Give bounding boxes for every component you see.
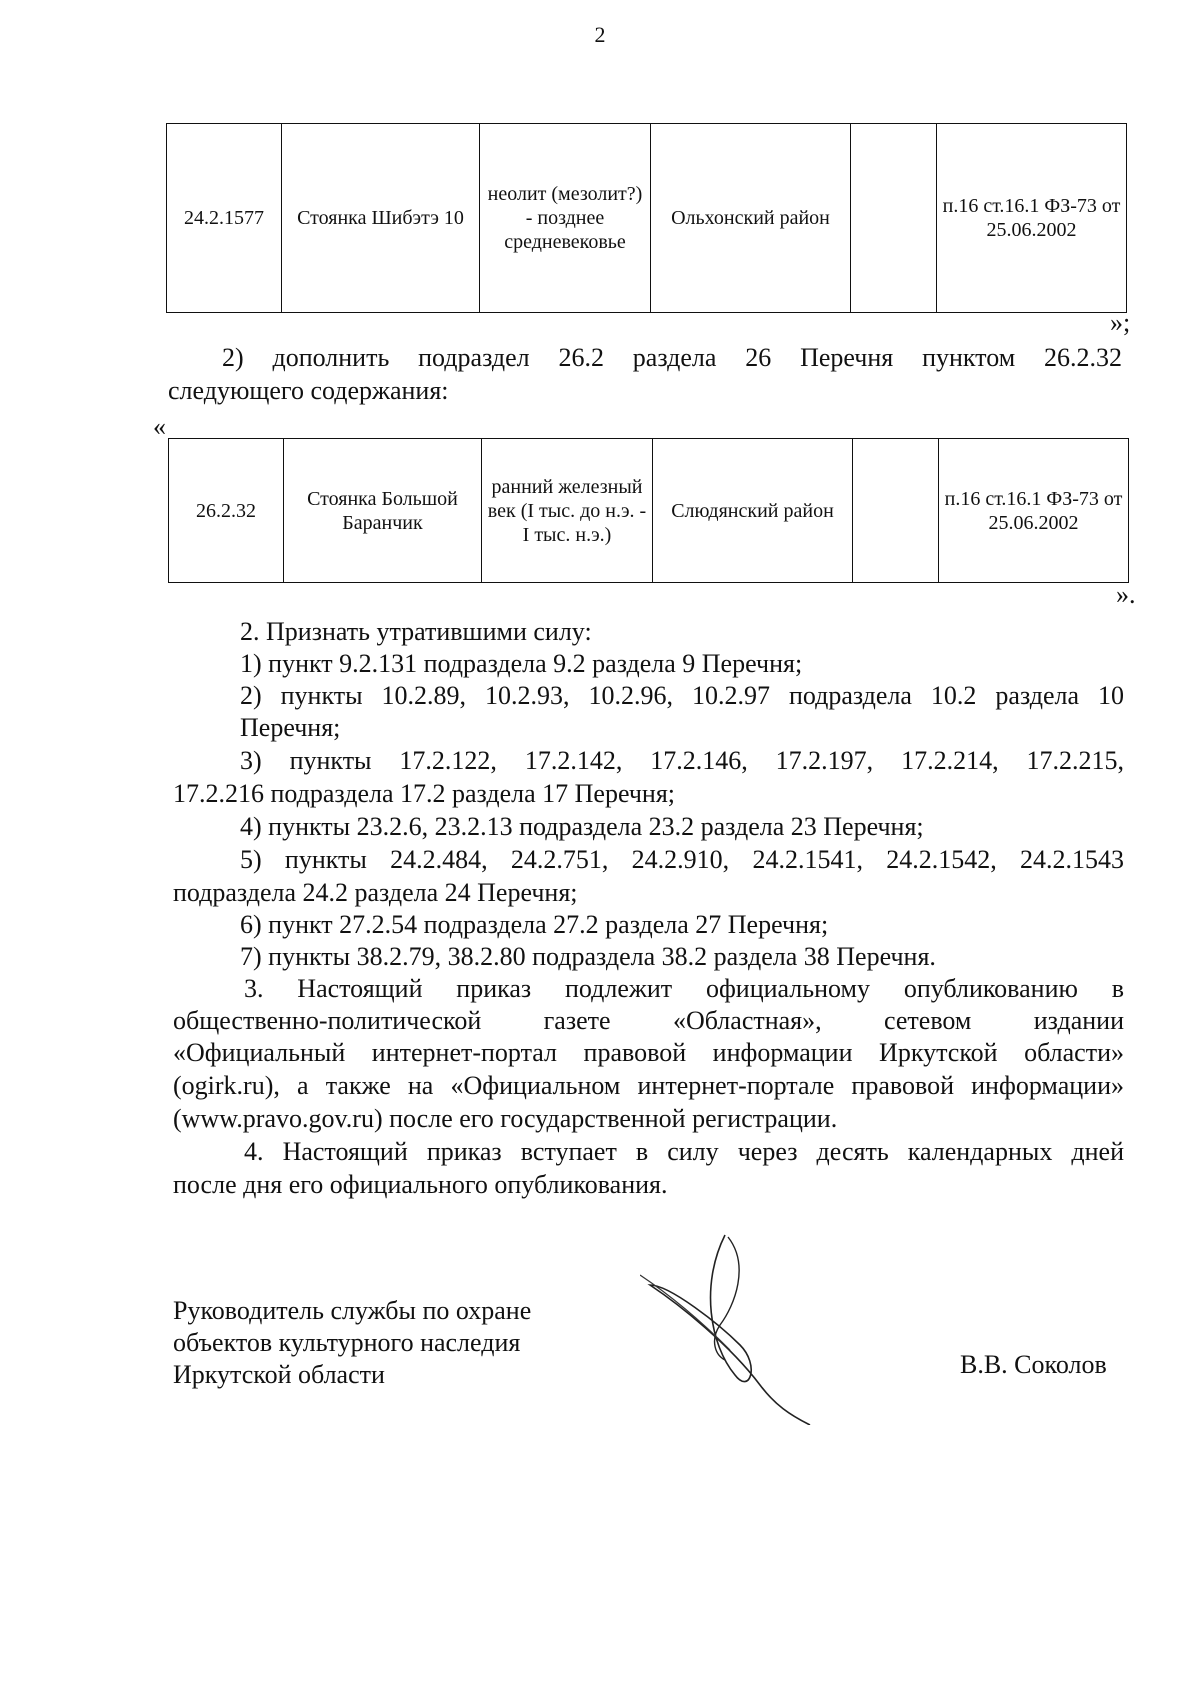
cell-name: Стоянка Шибэтэ 10 <box>282 124 480 313</box>
cell-empty <box>853 439 939 583</box>
section-3-line-4: (ogirk.ru), а также на «Официальном интернет-портале правовой информации» <box>173 1071 1124 1100</box>
section-2-item-3a: 3) пункты 17.2.122, 17.2.142, 17.2.146, 17.2.197, 17.2.214, 17.2.215, <box>240 746 1124 775</box>
section-2-item-5a: 5) пункты 24.2.484, 24.2.751, 24.2.910, 24.2.1541, 24.2.1542, 24.2.1543 <box>240 845 1124 874</box>
cell-location: Ольхонский район <box>651 124 851 313</box>
section-3-line-2: общественно-политической газете «Областная», сетевом издании <box>173 1006 1124 1035</box>
section-2-item-1: 1) пункт 9.2.131 подраздела 9.2 раздела 9 Перечня; <box>240 649 803 678</box>
section-2-item-2b: Перечня; <box>240 713 341 742</box>
closing-quote-1: »; <box>1110 308 1131 337</box>
table-row <box>167 124 1127 313</box>
opening-quote-2: « <box>153 412 166 441</box>
section-4-line-2: после дня его официального опубликования. <box>173 1170 668 1199</box>
section-4-line-1: 4. Настоящий приказ вступает в силу через десять календарных дней <box>244 1137 1124 1166</box>
cell-location: Слюдянский район <box>653 439 853 583</box>
cell-dating: неолит (мезолит?) - позднее средневековье <box>480 124 651 313</box>
section-2-item-4: 4) пункты 23.2.6, 23.2.13 подраздела 23.2 раздела 23 Перечня; <box>240 812 924 841</box>
cell-number: 24.2.1577 <box>167 124 282 313</box>
cell-basis: п.16 ст.16.1 ФЗ-73 от 25.06.2002 <box>939 439 1129 583</box>
handwritten-signature <box>640 1225 820 1425</box>
section-3-line-5: (www.pravo.gov.ru) после его государственной регистрации. <box>173 1104 838 1133</box>
section-2-item-5b: подраздела 24.2 раздела 24 Перечня; <box>173 878 578 907</box>
monument-table-2 <box>168 438 1129 583</box>
cell-number: 26.2.32 <box>169 439 284 583</box>
cell-dating: ранний железный век (I тыс. до н.э. - I тыс. н.э.) <box>482 439 653 583</box>
amendment-2-line-2: следующего содержания: <box>168 376 449 405</box>
table-row <box>169 439 1129 583</box>
signer-title-line-3: Иркутской области <box>173 1360 385 1389</box>
section-2-item-3b: 17.2.216 подраздела 17.2 раздела 17 Перечня; <box>173 779 676 808</box>
section-2-item-7: 7) пункты 38.2.79, 38.2.80 подраздела 38.2 раздела 38 Перечня. <box>240 942 936 971</box>
cell-empty <box>851 124 937 313</box>
closing-quote-2: ». <box>1116 580 1136 609</box>
signer-name: В.В. Соколов <box>960 1350 1107 1379</box>
section-3-line-1: 3. Настоящий приказ подлежит официальному опубликованию в <box>244 974 1124 1003</box>
signer-title <box>173 1295 531 1391</box>
signer-title-line-1: Руководитель службы по охране <box>173 1296 532 1325</box>
section-2-item-2a: 2) пункты 10.2.89, 10.2.93, 10.2.96, 10.2.97 подраздела 10.2 раздела 10 <box>240 681 1124 710</box>
monument-table-1 <box>166 123 1127 313</box>
section-2-item-6: 6) пункт 27.2.54 подраздела 27.2 раздела 27 Перечня; <box>240 910 829 939</box>
signer-title-line-2: объектов культурного наследия <box>173 1328 521 1357</box>
amendment-2-line-1: 2) дополнить подраздел 26.2 раздела 26 Перечня пунктом 26.2.32 <box>222 343 1122 372</box>
cell-basis: п.16 ст.16.1 ФЗ-73 от 25.06.2002 <box>937 124 1127 313</box>
page-number: 2 <box>594 22 606 47</box>
section-3-line-3: «Официальный интернет-портал правовой информации Иркутской области» <box>173 1038 1124 1067</box>
cell-name: Стоянка Большой Баранчик <box>284 439 482 583</box>
section-2-title: 2. Признать утратившими силу: <box>240 617 592 646</box>
